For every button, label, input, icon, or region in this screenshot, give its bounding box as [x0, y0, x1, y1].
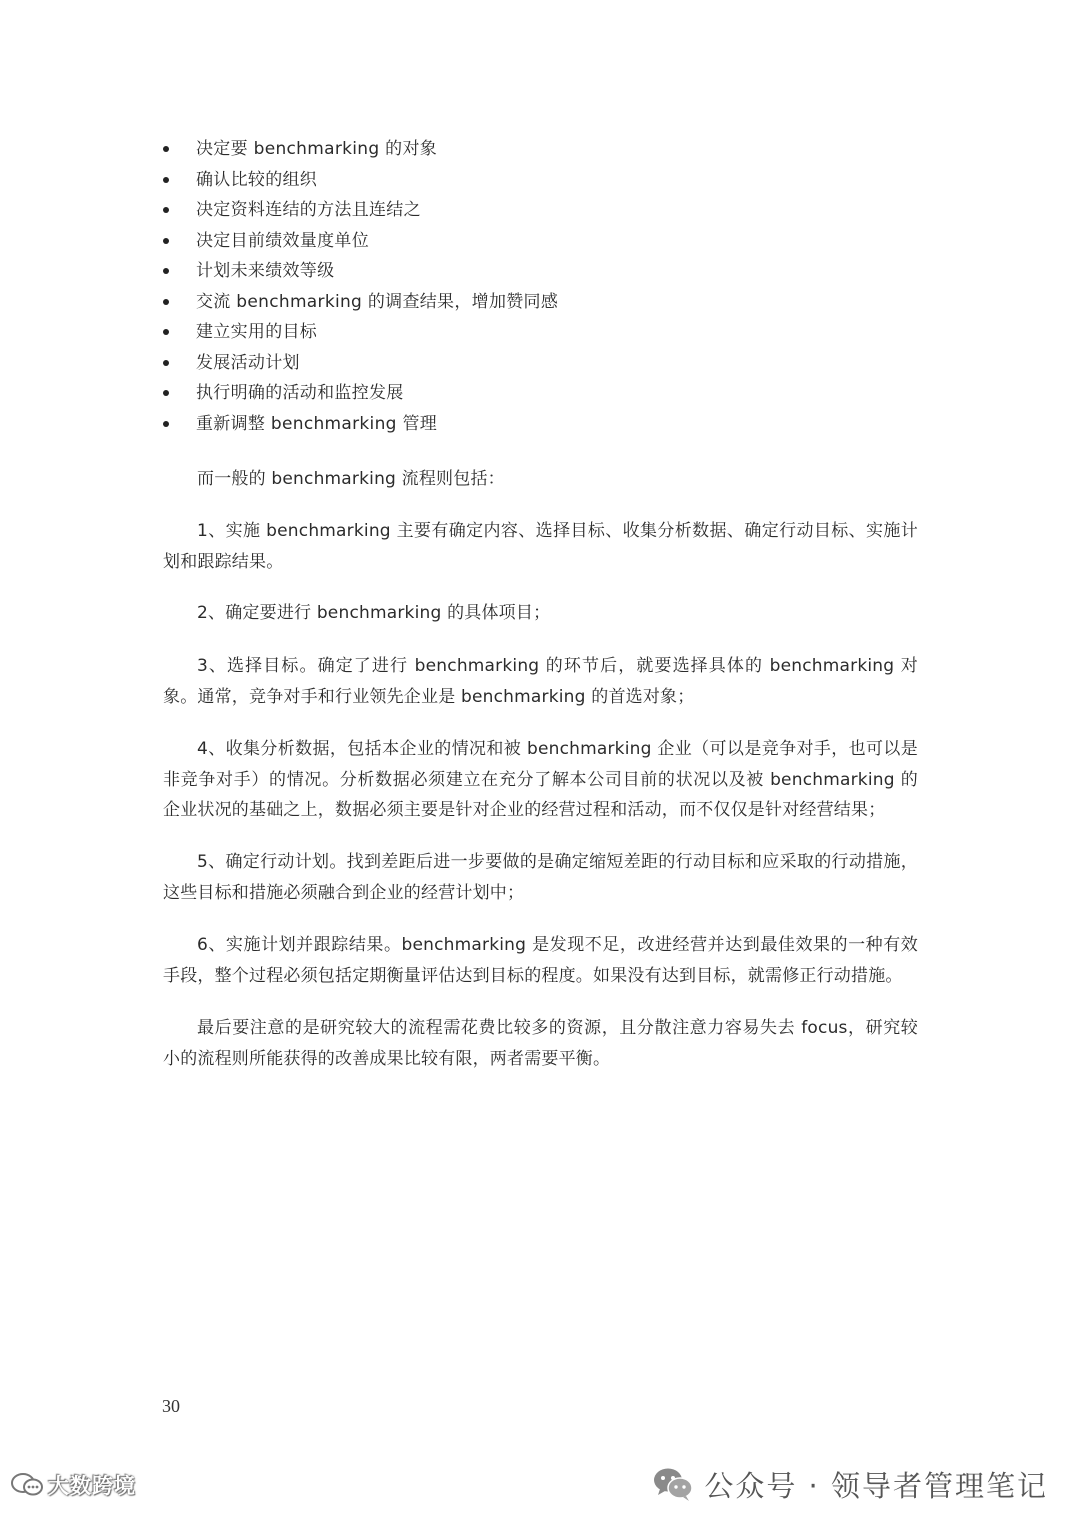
bullet-dot-icon [163, 146, 169, 152]
bullet-dot-icon [163, 299, 169, 305]
bullet-item [160, 378, 940, 409]
bullet-dot-icon [163, 329, 169, 335]
step-3-paragraph: 3、选择目标。确定了进行 benchmarking 的环节后，就要选择具体的 benchmarking 对象。通常，竞争对手和行业领先企业是 benchmarking 的首选对象； [163, 656, 918, 707]
bullet-text: 交流 benchmarking 的调查结果，增加赞同感 [196, 291, 559, 312]
bullet-item [160, 348, 940, 379]
bullet-item [160, 409, 940, 440]
bullet-text: 确认比较的组织 [196, 169, 318, 190]
bullet-item [160, 317, 940, 348]
bullet-text: 决定资料连结的方法且连结之 [196, 200, 421, 220]
bullet-text: 决定要 benchmarking 的对象 [196, 139, 438, 159]
intro-paragraph: 而一般的 benchmarking 流程则包括： [197, 469, 505, 489]
bullet-dot-icon [163, 390, 169, 396]
bullet-item [160, 287, 940, 318]
bullet-dot-icon [163, 268, 169, 274]
bullet-item [160, 226, 940, 257]
bullet-text: 计划未来绩效等级 [196, 261, 335, 281]
bullet-dot-icon [163, 238, 169, 244]
step-5-paragraph: 5、确定行动计划。找到差距后进一步要做的是确定缩短差距的行动目标和应采取的行动措施，这些目标和措施必须融合到企业的经营计划中； [163, 852, 918, 903]
chat-bubbles-logo-icon [10, 1471, 44, 1499]
bullet-dot-icon [163, 360, 169, 366]
bullet-text: 执行明确的活动和监控发展 [196, 383, 404, 403]
step-2-paragraph: 2、确定要进行 benchmarking 的具体项目； [197, 603, 551, 623]
watermark-left [10, 1468, 136, 1502]
bullet-text: 重新调整 benchmarking 管理 [196, 413, 438, 434]
bullet-dot-icon [163, 207, 169, 213]
bullet-text: 发展活动计划 [196, 352, 300, 373]
step-4-paragraph: 4、收集分析数据，包括本企业的情况和被 benchmarking 企业（可以是竞争对手，也可以是非竞争对手）的情况。分析数据必须建立在充分了解本公司目前的状况以及被 benchmarking 的企业状况的基础之上，数据必须主要是针对企业的经营过程和活动，而不仅仅是针对经营结果； [163, 739, 918, 820]
bullet-item [160, 256, 940, 287]
watermark-right [652, 1462, 1048, 1506]
bullet-list [160, 134, 940, 439]
conclusion-paragraph: 最后要注意的是研究较大的流程需花费比较多的资源，且分散注意力容易失去 focus，研究较小的流程则所能获得的改善成果比较有限，两者需要平衡。 [163, 1018, 918, 1069]
step-1-paragraph: 1、实施 benchmarking 主要有确定内容、选择目标、收集分析数据、确定行动目标、实施计划和跟踪结果。 [163, 521, 918, 572]
watermark-left-text: 大数跨境 [48, 1474, 136, 1498]
bullet-text: 决定目前绩效量度单位 [196, 230, 369, 251]
wechat-icon [652, 1466, 694, 1502]
bullet-text: 建立实用的目标 [196, 322, 318, 342]
watermark-right-text: 公众号 · 领导者管理笔记 [704, 1468, 1048, 1503]
page-number: 30 [162, 1396, 180, 1416]
bullet-dot-icon [163, 177, 169, 183]
bullet-item [160, 165, 940, 196]
bullet-item [160, 134, 940, 165]
bullet-dot-icon [163, 421, 169, 427]
bullet-item [160, 195, 940, 226]
step-6-paragraph: 6、实施计划并跟踪结果。benchmarking 是发现不足，改进经营并达到最佳效果的一种有效手段，整个过程必须包括定期衡量评估达到目标的程度。如果没有达到目标，就需修正行动措施。 [163, 935, 918, 986]
